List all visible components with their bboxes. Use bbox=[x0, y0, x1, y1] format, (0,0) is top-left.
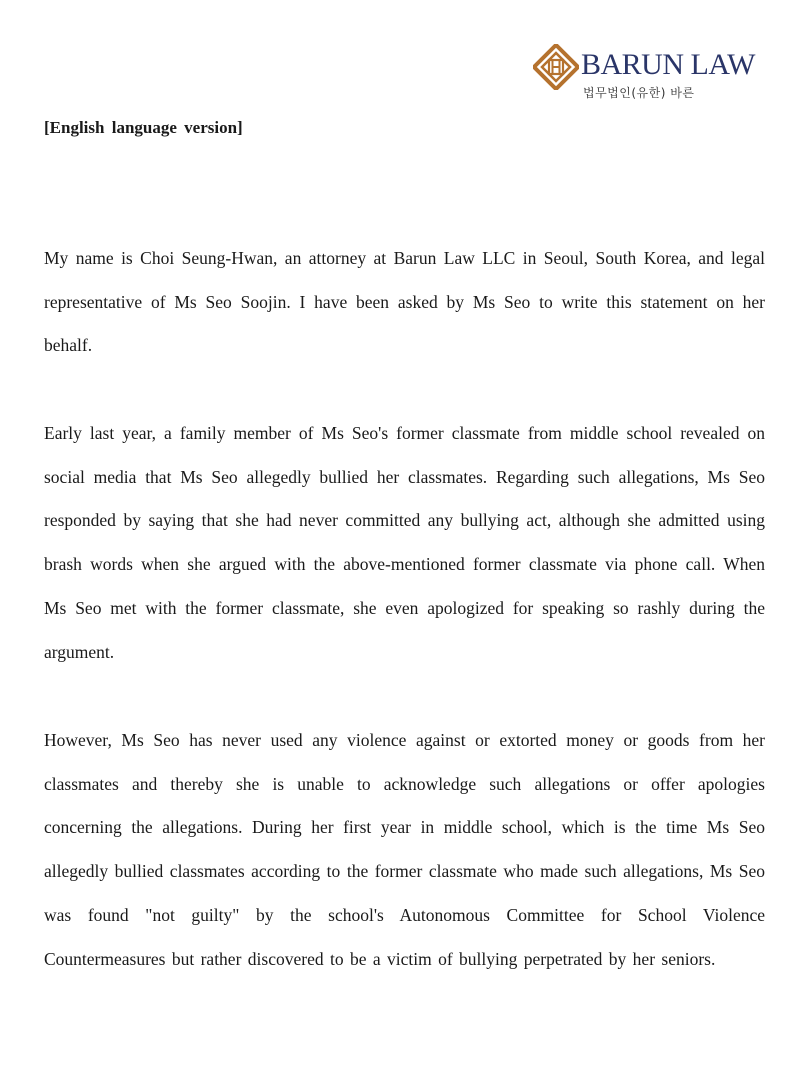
statement-paragraph-3: However, Ms Seo has never used any violence against or extorted money or goods from her classmates and thereby she is unable to acknowledge such allegations or offer apologies concerning the allegations. During her first year in middle school, which is the time Ms Seo allegedly bullied classmates according to the former classmate who made such allegations, Ms Seo was found "not guilty" by the school's Autonomous Committee for School Violence Countermeasures but rather discovered to be a victim of bullying perpetrated by her seniors. bbox=[44, 730, 765, 969]
logo-firm-name: BARUN LAW bbox=[581, 48, 755, 81]
statement-paragraph-1: My name is Choi Seung-Hwan, an attorney at Barun Law LLC in Seoul, South Korea, and legal representative of Ms Seo Soojin. I have been asked by Ms Seo to write this statement on her behalf. bbox=[44, 248, 765, 356]
barun-diamond-emblem-icon bbox=[533, 44, 579, 90]
logo-firm-subtitle: 법무법인(유한) 바른 bbox=[583, 86, 695, 100]
barun-law-logo bbox=[533, 42, 773, 104]
statement-paragraph-2: Early last year, a family member of Ms Seo's former classmate from middle school revealed on social media that Ms Seo allegedly bullied her classmates. Regarding such allegations, Ms Seo responded by saying that she had never committed any bullying act, although she admitted using brash words when she argued with the above-mentioned former classmate via phone call. When Ms Seo met with the former classmate, she even apologized for speaking so rashly during the argument. bbox=[44, 423, 765, 662]
language-version-label: [English language version] bbox=[44, 118, 243, 137]
